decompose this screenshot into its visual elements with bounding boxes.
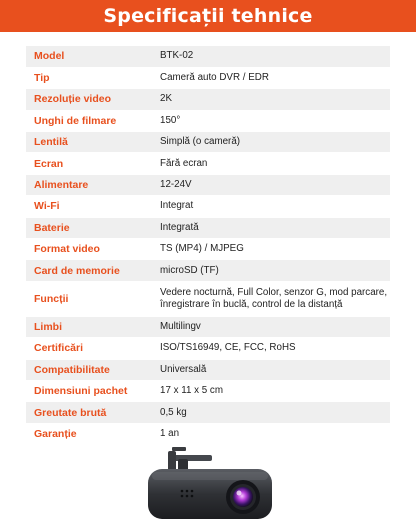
table-row [26, 359, 390, 380]
table-row [26, 153, 390, 174]
spec-value: microSD (TF) [152, 260, 390, 281]
spec-value: Integrat [152, 196, 390, 217]
table-row [26, 132, 390, 153]
spec-label: Unghi de filmare [26, 110, 152, 131]
table-row [26, 338, 390, 359]
table-row [26, 380, 390, 401]
spec-label: Baterie [26, 217, 152, 238]
spec-label: Greutate brută [26, 402, 152, 423]
table-row [26, 67, 390, 88]
spec-value: 17 x 11 x 5 cm [152, 380, 390, 401]
spec-label: Certificări [26, 338, 152, 359]
table-row [26, 196, 390, 217]
table-row [26, 316, 390, 337]
spec-value: Vedere nocturnă, Full Color, senzor G, mod parcare, înregistrare în buclă, control de la distanță [152, 281, 390, 316]
title-banner [0, 0, 416, 32]
spec-value: BTK-02 [152, 46, 390, 67]
spec-value: Simplă (o cameră) [152, 132, 390, 153]
table-row [26, 46, 390, 67]
page-title: Specificații tehnice [103, 5, 313, 27]
spec-value: 0,5 kg [152, 402, 390, 423]
table-row [26, 402, 390, 423]
table-row [26, 174, 390, 195]
spec-label: Garanție [26, 423, 152, 444]
spec-label: Alimentare [26, 174, 152, 195]
spec-label: Model [26, 46, 152, 67]
table-row [26, 260, 390, 281]
spec-label: Dimensiuni pachet [26, 380, 152, 401]
dash-camera-icon [140, 445, 280, 520]
table-row [26, 89, 390, 110]
spec-value: Fără ecran [152, 153, 390, 174]
table-row [26, 239, 390, 260]
spec-value: 2K [152, 89, 390, 110]
spec-label: Limbi [26, 316, 152, 337]
spec-label: Card de memorie [26, 260, 152, 281]
spec-value: Multilingv [152, 316, 390, 337]
spec-value: 150° [152, 110, 390, 131]
spec-table [26, 46, 390, 445]
spec-label: Rezoluție video [26, 89, 152, 110]
spec-label: Ecran [26, 153, 152, 174]
spec-value: 12-24V [152, 174, 390, 195]
spec-value: Universală [152, 359, 390, 380]
spec-value: Integrată [152, 217, 390, 238]
spec-label: Wi-Fi [26, 196, 152, 217]
spec-label: Compatibilitate [26, 359, 152, 380]
table-row [26, 281, 390, 316]
table-row [26, 217, 390, 238]
spec-value: Cameră auto DVR / EDR [152, 67, 390, 88]
spec-label: Lentilă [26, 132, 152, 153]
spec-label: Format video [26, 239, 152, 260]
spec-value: TS (MP4) / MJPEG [152, 239, 390, 260]
spec-label: Tip [26, 67, 152, 88]
spec-label: Funcții [26, 281, 152, 316]
spec-value: 1 an [152, 423, 390, 444]
table-row [26, 110, 390, 131]
spec-value: ISO/TS16949, CE, FCC, RoHS [152, 338, 390, 359]
table-row [26, 423, 390, 444]
